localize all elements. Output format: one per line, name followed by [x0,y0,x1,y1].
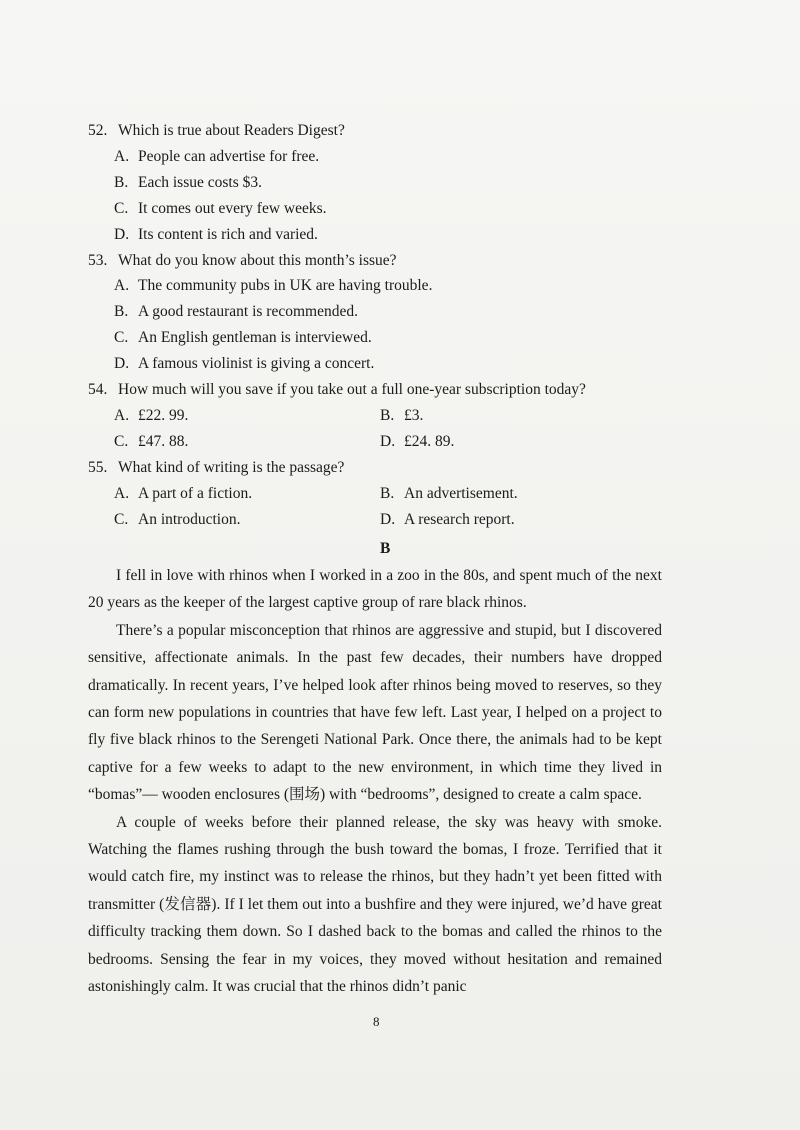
option-text: £3. [404,406,424,424]
question-55 [88,455,728,481]
question-list [88,118,728,533]
option-text: £47. 88. [138,432,189,450]
option-row [88,481,728,507]
option-letter: C. [114,199,129,217]
option-letter: C. [114,329,129,347]
question-text: How much will you save if you take out a full one-year subscription today? [118,381,586,399]
question-number: 53. [88,251,108,269]
passage-paragraph: A couple of weeks before their planned release, the sky was heavy with smoke. Watching the flames rushing through the bush toward the bomas, I froze. Terrified that it would catch fire, my instinct was to release the rhinos, but they hadn’t yet been fitted with transmitter (发信器). If I let them out into a bushfire and they were injured, we’d have great difficulty tracking them down. So I dashed back to the bomas and called the rhinos to the bedrooms. Sensing the fear in my voices, they moved without hesitation and remained astonishingly calm. It was crucial that the rhinos didn’t panic [88,813,662,996]
option-row [88,507,728,533]
option-text: The community pubs in UK are having trouble. [138,277,433,295]
question-54 [88,377,728,403]
option-text: An English gentleman is interviewed. [138,329,372,347]
option-53-b [114,299,358,325]
question-52 [88,118,728,144]
option-letter: C. [114,510,129,528]
question-number: 55. [88,458,108,476]
option-53-c [114,325,372,351]
option-54-b [380,403,423,429]
passage-paragraph: There’s a popular misconception that rhinos are aggressive and stupid, but I discovered sensitive, affectionate animals. In the past few decades, their numbers have dropped dramatically. In recent years, I’ve helped look after rhinos being moved to reserves, so they can form new populations in countries that have few left. Last year, I helped on a project to fly five black rhinos to the Serengeti National Park. Once there, the animals had to be kept captive for a few weeks to adapt to the new environment, in which time they lived in “bomas”— wooden enclosures (围场) with “bedrooms”, designed to create a calm space. [88,621,662,804]
option-52-d [114,222,318,248]
question-text: What kind of writing is the passage? [118,458,345,476]
question-text: What do you know about this month’s issue? [118,251,397,269]
option-row [88,403,728,429]
option-52-b [114,170,262,196]
option-text: Its content is rich and varied. [138,225,318,243]
option-53-d [114,351,374,377]
option-letter: C. [114,432,129,450]
option-text: A good restaurant is recommended. [138,303,358,321]
reading-passage [88,562,662,1001]
option-letter: D. [380,432,396,450]
option-55-d [380,507,515,533]
option-54-c [114,429,380,455]
option-row [88,144,728,170]
option-letter: B. [380,484,395,502]
option-row [88,299,728,325]
passage-paragraph: I fell in love with rhinos when I worked in a zoo in the 80s, and spent much of the next 20 years as the keeper of the largest captive group of rare black rhinos. [88,567,662,612]
option-row [88,222,728,248]
option-row [88,273,728,299]
option-52-a [114,144,319,170]
option-text: An introduction. [138,510,241,528]
option-letter: D. [114,225,130,243]
option-row [88,196,728,222]
option-text: Each issue costs $3. [138,173,262,191]
option-text: £22. 99. [138,406,189,424]
option-letter: B. [380,406,395,424]
option-text: It comes out every few weeks. [138,199,327,217]
option-53-a [114,273,432,299]
option-text: £24. 89. [404,432,455,450]
option-letter: D. [380,510,396,528]
page-number: 8 [373,1014,380,1029]
option-row [88,170,728,196]
section-heading: B [380,540,391,557]
option-letter: B. [114,303,129,321]
option-text: An advertisement. [404,484,518,502]
option-letter: A. [114,147,130,165]
option-letter: D. [114,355,130,373]
option-text: A research report. [404,510,515,528]
option-row [88,429,728,455]
option-row [88,351,728,377]
option-55-b [380,481,518,507]
option-55-a [114,481,380,507]
option-text: A famous violinist is giving a concert. [138,355,375,373]
option-55-c [114,507,380,533]
option-54-d [380,429,454,455]
question-text: Which is true about Readers Digest? [118,122,345,139]
option-row [88,325,728,351]
option-text: People can advertise for free. [138,147,320,165]
option-text: A part of a fiction. [138,484,253,502]
option-52-c [114,196,327,222]
option-letter: B. [114,173,129,191]
option-letter: A. [114,277,130,295]
question-53 [88,248,728,274]
option-letter: A. [114,406,130,424]
option-54-a [114,403,380,429]
question-number: 54. [88,381,108,399]
option-letter: A. [114,484,130,502]
question-number: 52. [88,122,108,139]
